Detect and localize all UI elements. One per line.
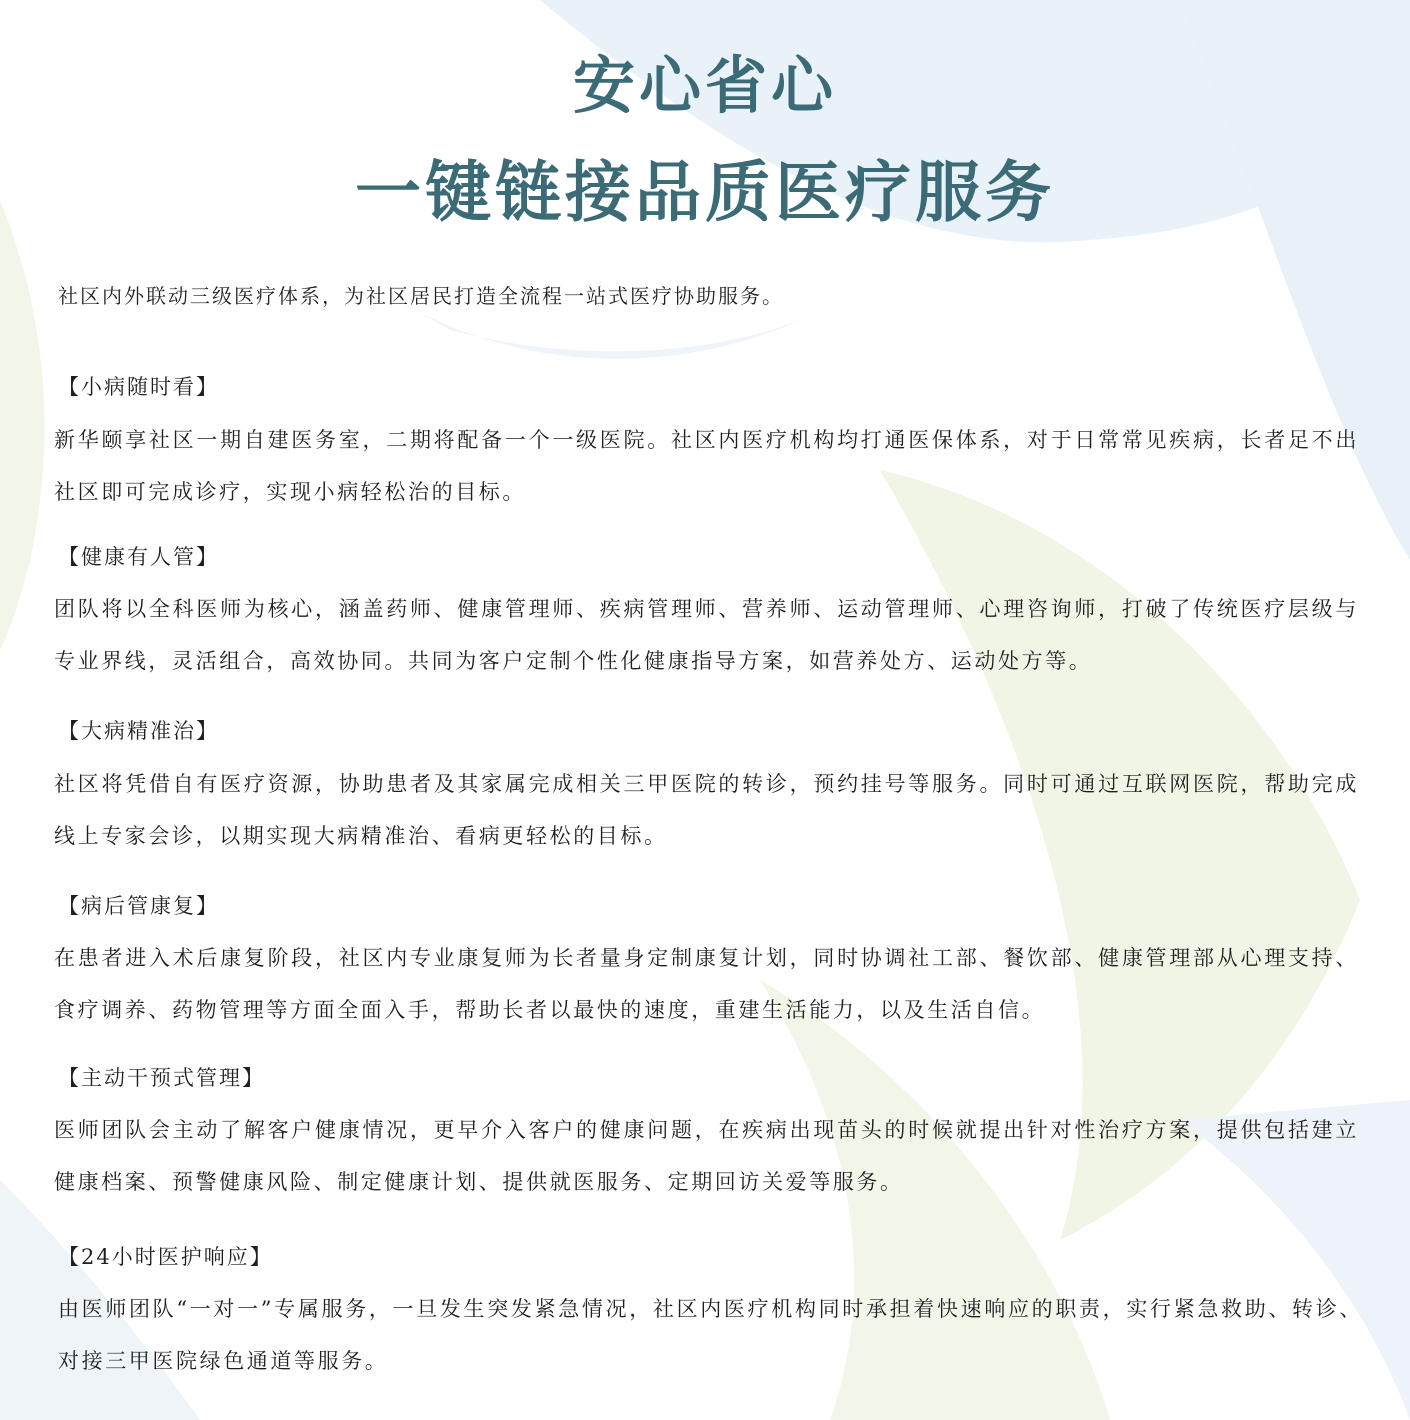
- section-title-minor-illness: 【小病随时看】: [58, 375, 219, 399]
- section-body-health-care: 团队将以全科医师为核心，涵盖药师、健康管理师、疾病管理师、营养师、运动管理师、心理咨询师，打破了传统医疗层级与专业界线，灵活组合，高效协同。共同为客户定制个性化健康指导方案，如营养处方、运动处方等。: [54, 597, 1359, 673]
- section-body-rehab: 在患者进入术后康复阶段，社区内专业康复师为长者量身定制康复计划，同时协调社工部、餐饮部、健康管理部从心理支持、食疗调养、药物管理等方面全面入手，帮助长者以最快的速度，重建生活能力，以及生活自信。: [54, 946, 1359, 1022]
- section-title-health-care: 【健康有人管】: [58, 545, 219, 569]
- section-body-proactive: 医师团队会主动了解客户健康情况，更早介入客户的健康问题，在疾病出现苗头的时候就提出针对性治疗方案，提供包括建立健康档案、预警健康风险、制定健康计划、提供就医服务、定期回访关爱等服务。: [54, 1118, 1359, 1194]
- section-title-major-illness: 【大病精准治】: [58, 719, 219, 743]
- section-title-rehab: 【病后管康复】: [58, 894, 219, 918]
- section-title-proactive: 【主动干预式管理】: [58, 1066, 265, 1090]
- section-body-minor-illness: 新华颐享社区一期自建医务室，二期将配备一个一级医院。社区内医疗机构均打通医保体系，对于日常常见疾病，长者足不出社区即可完成诊疗，实现小病轻松治的目标。: [54, 428, 1359, 504]
- section-body-major-illness: 社区将凭借自有医疗资源，协助患者及其家属完成相关三甲医院的转诊，预约挂号等服务。同时可通过互联网医院，帮助完成线上专家会诊，以期实现大病精准治、看病更轻松的目标。: [54, 772, 1359, 848]
- headline-line-2: 一键链接品质医疗服务: [355, 153, 1055, 231]
- headline-line-1: 安心省心: [572, 49, 837, 122]
- intro-text: 社区内外联动三级医疗体系，为社区居民打造全流程一站式医疗协助服务。: [58, 284, 784, 308]
- section-body-24h-response: 由医师团队“一对一”专属服务，一旦发生突发紧急情况，社区内医疗机构同时承担着快速响应的职责，实行紧急救助、转诊、对接三甲医院绿色通道等服务。: [58, 1297, 1363, 1373]
- section-title-24h-response: 【24小时医护响应】: [58, 1245, 273, 1269]
